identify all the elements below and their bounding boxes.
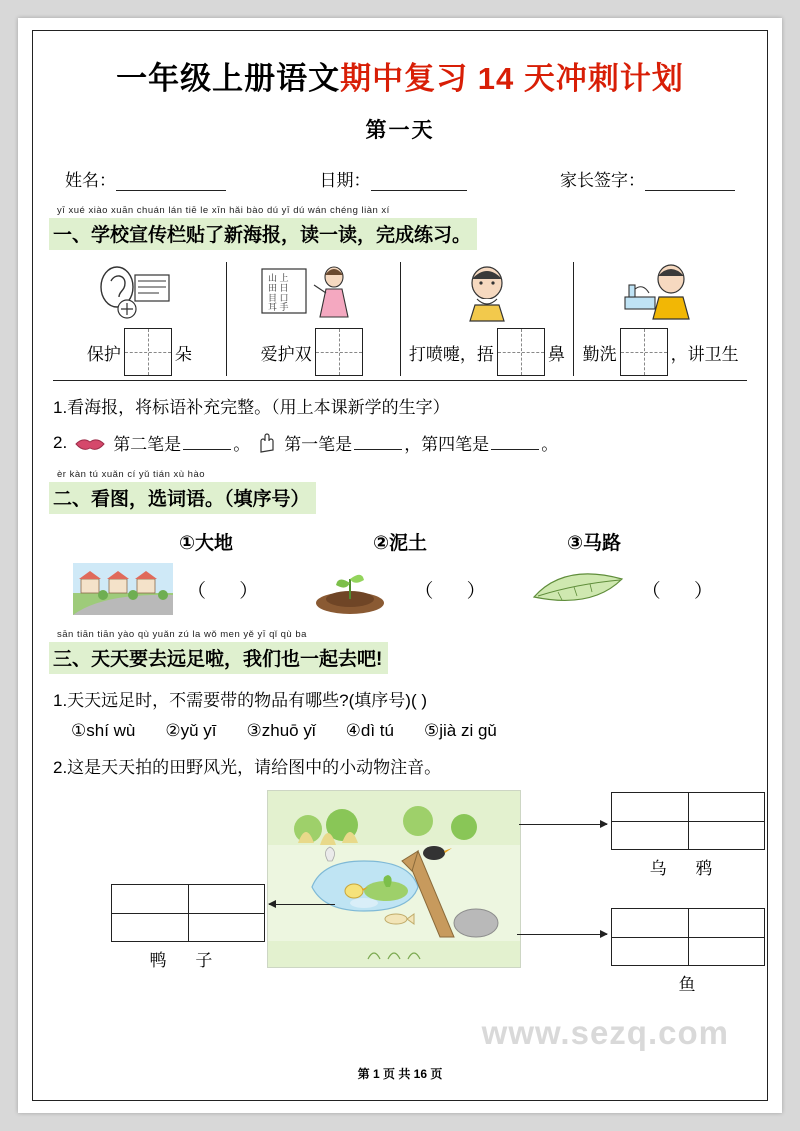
poster-column-1: [53, 262, 227, 376]
hand-icon: [256, 432, 278, 454]
signature-label: 家长签字：: [560, 171, 645, 190]
section-two: [49, 469, 751, 615]
q2-text-b: 第二笔是: [113, 435, 182, 454]
pinyin-table-crow[interactable]: [611, 792, 765, 850]
poster-answer-4[interactable]: [583, 328, 739, 376]
field-scene-icon: [267, 790, 521, 968]
poster-text-before-3: 打喷嚏，捂: [408, 344, 494, 364]
q2-blank-3[interactable]: [491, 435, 539, 450]
sprout-soil-icon: [300, 563, 400, 615]
section-one: [49, 205, 751, 455]
picture-choice-row: [49, 563, 751, 615]
village-road-icon: [73, 563, 173, 615]
answer-paren-3[interactable]: （ ）: [641, 580, 727, 602]
poster-answer-2[interactable]: [261, 328, 366, 376]
name-input-line[interactable]: [116, 175, 226, 191]
poster-text-after-3: 鼻: [547, 344, 565, 364]
section-three-banner: 三、天天要去远足啦，我们也一起去吧!: [49, 642, 388, 674]
poster-picture-row: [49, 262, 751, 376]
section-three-question-2: 2.这是天天拍的田野风光，请给图中的小动物注音。: [53, 758, 442, 777]
sneeze-icon: [405, 262, 570, 324]
pinyin-option-5[interactable]: ⑤jià zi gǔ: [423, 721, 497, 740]
signature-input-line[interactable]: [645, 175, 735, 191]
word-option-1[interactable]: ①大地: [178, 533, 234, 554]
arrow-to-crow: [519, 824, 607, 825]
q2-text-d: 第一笔是: [284, 435, 353, 454]
section-one-pinyin: yī xué xiào xuān chuán lán tiē le xīn hǎi bào dú yī dú wán chéng liàn xí: [57, 205, 390, 216]
name-field[interactable]: [65, 166, 226, 191]
section-one-banner: 一、学校宣传栏贴了新海报，读一读，完成练习。: [49, 218, 477, 250]
worksheet-page: [18, 18, 782, 1113]
answer-paren-1[interactable]: （ ）: [187, 580, 273, 602]
word-option-3[interactable]: ③马路: [566, 533, 622, 554]
arrow-to-fish: [517, 934, 607, 935]
title-red: 期中复习 14 天冲刺计划: [340, 61, 684, 96]
lips-icon: [75, 436, 105, 450]
pinyin-option-4[interactable]: ④dì tú: [345, 721, 394, 740]
page-footer: 第 1 页 共 16 页: [357, 1067, 443, 1081]
ear-icon: [57, 262, 222, 324]
eye-chart-icon: [231, 262, 396, 324]
poster-text-after-4: ，讲卫生: [670, 344, 739, 364]
svg-text:目 口: 目 口: [268, 293, 289, 303]
poster-answer-3[interactable]: [409, 328, 565, 376]
watermark: www.sezq.com: [481, 1014, 729, 1051]
answer-paren-2[interactable]: （ ）: [414, 580, 500, 602]
poster-text-before-1: 保护: [86, 344, 121, 364]
duck-label: 鸭 子: [149, 951, 225, 970]
poster-column-3: [401, 262, 575, 376]
tianzige-box-1[interactable]: [124, 328, 172, 376]
name-label: 姓名：: [65, 171, 116, 190]
pinyin-table-duck[interactable]: [111, 884, 265, 942]
signature-field[interactable]: [560, 166, 735, 191]
pinyin-option-1[interactable]: ①shí wù: [71, 721, 136, 740]
pinyin-option-2[interactable]: ②yǔ yī: [165, 721, 217, 740]
pinyin-option-3[interactable]: ③zhuō yǐ: [246, 721, 316, 740]
date-input-line[interactable]: [371, 175, 467, 191]
crow-label: 乌 鸦: [649, 859, 725, 878]
q2-blank-2[interactable]: [354, 435, 402, 450]
section-one-question-1: 1.看海报，将标语补充完整。（用上本课新学的生字）: [53, 398, 450, 417]
arrow-to-duck: [269, 904, 335, 905]
fish-label: 鱼: [678, 975, 696, 994]
section-three-question-1[interactable]: 1.天天远足时，不需要带的物品有哪些?(填序号)( ): [53, 691, 427, 710]
poster-answer-1[interactable]: [87, 328, 192, 376]
q2-text-f: 。: [541, 435, 559, 454]
date-field[interactable]: [320, 166, 467, 191]
poster-column-2: [227, 262, 401, 376]
word-option-2[interactable]: ②泥土: [372, 533, 428, 554]
poster-text-after-1: 朵: [174, 344, 192, 364]
title-black: 一年级上册语文: [116, 61, 341, 96]
picture-cell-1: [59, 563, 286, 615]
student-info-row: [49, 166, 751, 191]
leaf-icon: [528, 563, 628, 615]
section-two-banner: 二、看图，选词语。（填序号）: [49, 482, 316, 514]
section-one-question-2[interactable]: [49, 430, 751, 455]
q2-number: 2.: [53, 432, 68, 452]
poster-column-4: [574, 262, 747, 376]
svg-text:田 日: 田 日: [268, 283, 289, 293]
tianzige-box-4[interactable]: [620, 328, 668, 376]
q2-blank-1[interactable]: [183, 435, 231, 450]
poster-text-before-2: 爱护双: [260, 344, 312, 364]
pinyin-table-fish[interactable]: [611, 908, 765, 966]
q2-text-e: ，第四笔是: [404, 435, 490, 454]
section-two-pinyin: èr kàn tú xuǎn cí yǔ tián xù hào: [57, 469, 206, 480]
q2-text-c: 。: [233, 435, 251, 454]
page-content: [49, 41, 751, 1092]
section-three-pinyin: sān tiān tiān yào qù yuǎn zú la wǒ men yě yī qǐ qù ba: [57, 629, 307, 640]
poster-row-underline: [53, 380, 747, 381]
washing-hands-icon: [578, 262, 743, 324]
page-border: [32, 30, 768, 1101]
picture-cell-2: [286, 563, 513, 615]
scene-area: [49, 786, 751, 998]
svg-text:耳 手: 耳 手: [268, 302, 289, 312]
tianzige-box-2[interactable]: [315, 328, 363, 376]
svg-text:山 上: 山 上: [268, 273, 289, 283]
picture-cell-3: [514, 563, 741, 615]
poster-text-before-4: 勤洗: [582, 344, 617, 364]
word-option-row: [49, 528, 751, 555]
tianzige-box-3[interactable]: [497, 328, 545, 376]
day-subtitle: 第一天: [365, 119, 435, 142]
page-title: [49, 53, 751, 98]
section-three: [49, 629, 751, 998]
pinyin-option-list: [49, 721, 751, 741]
date-label: 日期：: [319, 171, 371, 190]
